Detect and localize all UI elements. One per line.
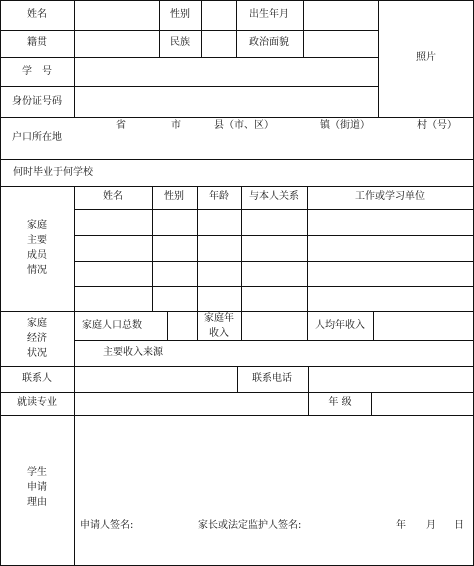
reason-section-label: 学生 申请 理由	[27, 467, 47, 508]
col-divider	[307, 311, 308, 340]
gender-label: 性别	[170, 9, 190, 20]
col-divider	[237, 366, 238, 392]
major-field[interactable]	[75, 393, 308, 415]
population-field[interactable]	[168, 312, 197, 340]
per-capita-label: 人均年收入	[315, 320, 365, 331]
guardian-sign-label: 家长或法定监护人签名:	[198, 520, 302, 531]
native-place-field[interactable]	[75, 31, 159, 57]
date-day-label: 日	[454, 520, 464, 531]
family-col-relation: 与本人关系	[249, 191, 299, 202]
row-divider	[74, 235, 474, 236]
row-divider	[0, 117, 474, 118]
hukou-label: 户口所在地	[12, 132, 62, 143]
date-year-label: 年	[396, 520, 406, 531]
contact-person-label: 联系人	[22, 373, 52, 384]
col-divider	[159, 0, 160, 57]
family-section-label: 家庭 主要 成员 情况	[27, 220, 47, 276]
row-divider	[74, 209, 474, 210]
applicant-sign-field[interactable]	[140, 516, 195, 536]
ethnicity-label: 民族	[170, 37, 190, 48]
annual-income-field[interactable]	[242, 312, 307, 340]
birth-label: 出生年月	[249, 9, 289, 20]
student-id-label: 学 号	[22, 66, 52, 77]
family-col-gender: 性别	[164, 191, 184, 202]
student-id-field[interactable]	[75, 58, 378, 86]
county-label[interactable]: 县（市、区）	[214, 120, 274, 131]
id-number-label: 身份证号码	[12, 96, 62, 107]
col-divider	[241, 186, 242, 312]
family-col-name: 姓名	[103, 191, 123, 202]
village-label[interactable]: 村（号）	[417, 120, 457, 131]
col-divider	[307, 186, 308, 312]
reason-field[interactable]	[75, 416, 473, 516]
province-label[interactable]: 省	[116, 120, 126, 131]
date-month-label: 月	[426, 520, 436, 531]
native-place-label: 籍贯	[27, 37, 47, 48]
school-label: 何时毕业于何学校	[13, 167, 93, 178]
col-divider	[197, 186, 198, 312]
name-label: 姓名	[27, 9, 47, 20]
applicant-sign-label: 申请人签名:	[80, 520, 134, 531]
major-label: 就读专业	[17, 397, 57, 408]
row-divider	[0, 186, 474, 187]
id-number-field[interactable]	[75, 87, 378, 117]
contact-phone-label: 联系电话	[252, 373, 292, 384]
photo-label: 照片	[416, 52, 436, 63]
col-divider	[152, 186, 153, 312]
birth-field[interactable]	[304, 1, 378, 30]
grade-label: 年 级	[328, 397, 352, 408]
town-label[interactable]: 镇（街道）	[320, 120, 370, 131]
col-divider	[0, 0, 1, 566]
per-capita-field[interactable]	[374, 312, 473, 340]
population-label: 家庭人口总数	[82, 320, 142, 331]
political-status-label: 政治面貌	[249, 37, 289, 48]
income-source-field[interactable]	[200, 341, 473, 366]
political-status-field[interactable]	[304, 31, 378, 57]
gender-field[interactable]	[202, 1, 236, 30]
contact-phone-field[interactable]	[309, 367, 473, 392]
col-divider	[197, 311, 198, 340]
guardian-sign-field[interactable]	[312, 516, 392, 536]
row-divider	[74, 286, 474, 287]
economy-section-label: 家庭 经济 状况	[27, 318, 47, 359]
family-col-work-unit: 工作或学习单位	[355, 191, 425, 202]
col-divider	[236, 0, 237, 57]
name-field[interactable]	[75, 1, 159, 30]
income-source-label: 主要收入来源	[103, 347, 163, 358]
grade-field[interactable]	[372, 393, 473, 415]
family-col-age: 年龄	[209, 191, 229, 202]
contact-person-field[interactable]	[75, 367, 237, 392]
col-divider	[308, 392, 309, 415]
row-divider	[74, 261, 474, 262]
annual-income-label: 家庭年 收入	[204, 313, 234, 339]
city-label[interactable]: 市	[171, 120, 181, 131]
ethnicity-field[interactable]	[202, 31, 236, 57]
school-field[interactable]	[170, 160, 473, 186]
